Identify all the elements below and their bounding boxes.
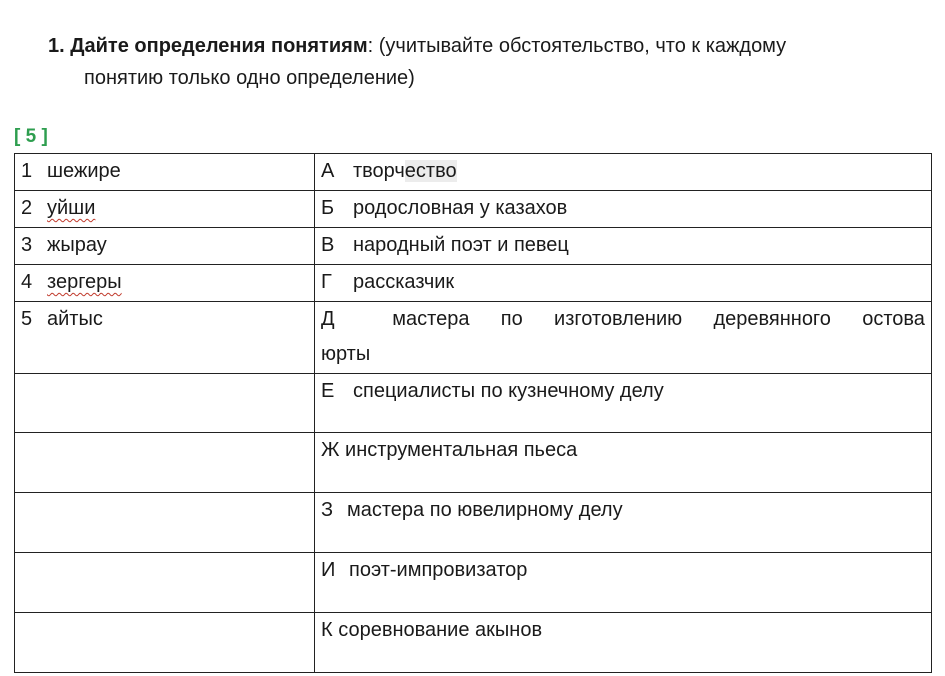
term-cell-empty bbox=[15, 553, 315, 613]
term-cell bbox=[15, 265, 315, 302]
definition-cell bbox=[315, 613, 932, 673]
definition-word: по bbox=[500, 308, 523, 330]
definition-cell bbox=[315, 374, 932, 433]
definition-cell bbox=[315, 553, 932, 613]
definition-text: творч bbox=[353, 160, 405, 182]
term-number: 1 bbox=[21, 160, 33, 182]
term-cell bbox=[15, 228, 315, 265]
question-note-continued: понятию только одно определение) bbox=[84, 67, 415, 89]
definition-text: поэт-импровизатор bbox=[349, 559, 528, 581]
term-number: 5 bbox=[21, 308, 33, 330]
definition-letter: Е bbox=[321, 380, 335, 402]
term-cell bbox=[15, 191, 315, 228]
definition-cell bbox=[315, 433, 932, 493]
definition-cell bbox=[315, 265, 932, 302]
definition-line bbox=[321, 302, 925, 337]
table-row bbox=[15, 228, 932, 265]
table-row bbox=[15, 374, 932, 433]
definition-letter: Д bbox=[321, 308, 335, 330]
definition-cell bbox=[315, 302, 932, 374]
definition-word: остова bbox=[862, 308, 925, 330]
table-row bbox=[15, 493, 932, 553]
term-number: 3 bbox=[21, 234, 33, 256]
definition-word: изготовлению bbox=[554, 308, 683, 330]
definition-word: деревянного bbox=[713, 308, 831, 330]
table-row bbox=[15, 302, 932, 374]
term-number: 4 bbox=[21, 271, 33, 293]
points-badge: [ 5 ] bbox=[14, 126, 48, 147]
question-number: 1. bbox=[48, 35, 65, 57]
table-row bbox=[15, 154, 932, 191]
term-number: 2 bbox=[21, 197, 33, 219]
definition-cell bbox=[315, 191, 932, 228]
definition-cell bbox=[315, 493, 932, 553]
definition-text: родословная у казахов bbox=[353, 197, 568, 219]
definition-letter: Ж bbox=[321, 439, 340, 461]
definition-letter: Б bbox=[321, 197, 335, 219]
question-note: : (учитывайте обстоятельство, что к каждому bbox=[367, 35, 787, 57]
definition-text-highlight: ество bbox=[404, 160, 457, 182]
term-cell-empty bbox=[15, 613, 315, 673]
definition-text-continued: юрты bbox=[321, 343, 371, 365]
table-row bbox=[15, 553, 932, 613]
definition-text: народный поэт и певец bbox=[353, 234, 569, 256]
definition-text: соревнование акынов bbox=[338, 619, 543, 641]
term-cell bbox=[15, 302, 315, 374]
definition-text: инструментальная пьеса bbox=[345, 439, 578, 461]
table-row bbox=[15, 613, 932, 673]
term-cell-empty bbox=[15, 493, 315, 553]
term-text: зергеры bbox=[47, 271, 122, 293]
term-text: уйши bbox=[47, 197, 96, 219]
question bbox=[48, 30, 928, 94]
matching-table bbox=[14, 153, 932, 673]
definition-letter: В bbox=[321, 234, 335, 256]
definition-cell bbox=[315, 228, 932, 265]
term-cell-empty bbox=[15, 374, 315, 433]
definition-word: мастера bbox=[392, 308, 470, 330]
definition-letter: К bbox=[321, 619, 333, 641]
definition-cell bbox=[315, 154, 932, 191]
table-row bbox=[15, 265, 932, 302]
definition-letter: И bbox=[321, 559, 336, 581]
definition-text: мастера по ювелирному делу bbox=[347, 499, 623, 521]
term-text: жырау bbox=[47, 234, 107, 256]
table-row bbox=[15, 433, 932, 493]
definition-letter: Г bbox=[321, 271, 332, 293]
term-text: шежире bbox=[47, 160, 121, 182]
definition-letter: З bbox=[321, 499, 334, 521]
definition-text: специалисты по кузнечному делу bbox=[353, 380, 664, 402]
term-cell-empty bbox=[15, 433, 315, 493]
definition-letter: А bbox=[321, 160, 335, 182]
question-title: Дайте определения понятиям bbox=[70, 35, 368, 57]
term-cell bbox=[15, 154, 315, 191]
table-row bbox=[15, 191, 932, 228]
definition-text: рассказчик bbox=[353, 271, 455, 293]
term-text: айтыс bbox=[47, 308, 103, 330]
